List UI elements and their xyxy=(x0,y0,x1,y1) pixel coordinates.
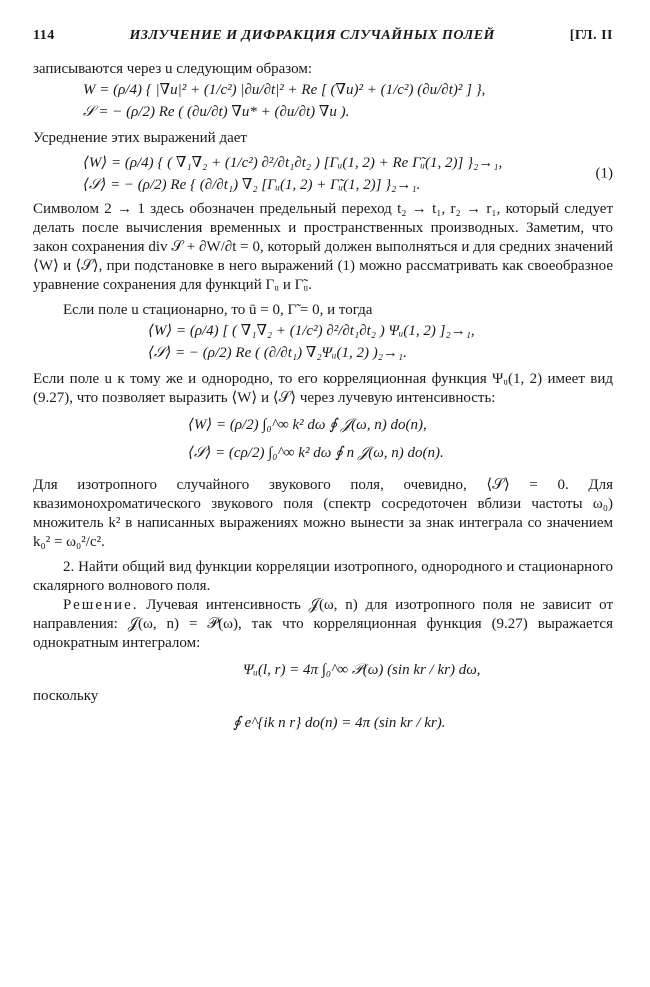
equation-stat-s: ⟨𝒮⟩ = − (ρ/2) Re ( (∂/∂t₁) ∇₂Ψᵤ(1, 2) )₂→₁. xyxy=(148,345,407,361)
equation-final: ∮ e^{ik n r} do(n) = 4π (sin kr / kr). xyxy=(233,715,446,731)
since-word: поскольку xyxy=(33,688,99,704)
paragraph-stationary: Если поле u стационарно, то ū = 0, Γ̃ = 0, и тогда xyxy=(63,302,373,318)
solution-label: Решение. xyxy=(63,597,139,613)
paragraph-homogeneous: Если поле u к тому же и однородно, то его корреляционная функция Ψᵤ(1, 2) имеет вид (9.27), что позволяет выразить ⟨W⟩ и ⟨𝒮⟩ через лучевую интенсивность: xyxy=(33,371,613,406)
intro-line: записываются через u следующим образом: xyxy=(33,61,313,77)
equation-hom-w: ⟨W⟩ = (ρ/2) ∫₀^∞ k² dω ∮ 𝒥(ω, n) do(n), xyxy=(188,417,427,433)
equation-s: 𝒮 = − (ρ/2) Re ( (∂u/∂t) ∇u* + (∂u/∂t) ∇u ). xyxy=(83,104,350,120)
solution-paragraph xyxy=(33,596,613,653)
problem-2: 2. Найти общий вид функции корреляции изотропного, однородного и стационарного скалярного волнового поля. xyxy=(33,559,613,594)
equation-hom-s: ⟨𝒮⟩ = (cρ/2) ∫₀^∞ k² dω ∮ n 𝒥(ω, n) do(n). xyxy=(188,445,444,461)
page-number: 114 xyxy=(33,28,55,43)
paragraph-isotropic: Для изотропного случайного звукового поля, очевидно, ⟨𝒮⟩ = 0. Для квазимонохроматического звукового поля (спектр сосредоточен вблизи частоты ω₀) множитель k² в написанных выражениях можно вынести за знак интеграла со значением k₀² = ω₀²/c². xyxy=(33,477,613,550)
paragraph-limit: Символом 2 → 1 здесь обозначен предельный переход t₂ → t₁, r₂ → r₁, который следует делать после вычисления временных и пространственных производных. Заметим, что закон сохранения div 𝒮 + ∂W/∂t = 0, который должен выполняться и для средних значений ⟨W⟩ и ⟨𝒮⟩, при подстановке в него выражений (1) можно рассматривать как своеобразное уравнение сохранения для функций Γᵤ и Γ̃ᵤ. xyxy=(33,201,613,293)
equation-avg-s: ⟨𝒮⟩ = − (ρ/2) Re { (∂/∂t₁) ∇₂ [Γᵤ(1, 2) + Γ̃ᵤ(1, 2)] }₂→₁. xyxy=(83,177,421,193)
chapter-label: [ГЛ. II xyxy=(569,28,613,43)
equation-number: (1) xyxy=(595,165,613,182)
book-page xyxy=(33,28,613,734)
equation-psi: Ψᵤ(l, r) = 4π ∫₀^∞ 𝒫(ω) (sin kr / kr) dω, xyxy=(243,662,481,678)
equation-w: W = (ρ/4) { |∇u|² + (1/c²) |∂u/∂t|² + Re [ (∇u)² + (1/c²) (∂u/∂t)² ] }, xyxy=(83,82,486,98)
running-title: ИЗЛУЧЕНИЕ И ДИФРАКЦИЯ СЛУЧАЙНЫХ ПОЛЕЙ xyxy=(129,28,495,43)
averaging-intro: Усреднение этих выражений дает xyxy=(33,130,247,146)
solution-text: Лучевая интенсивность 𝒥(ω, n) для изотропного поля не зависит от направления: 𝒥(ω, n) = 𝒫(ω), так что корреляционная функция (9.27) выражается однократным интегралом: xyxy=(33,597,613,651)
equation-avg-w: ⟨W⟩ = (ρ/4) { ( ∇₁∇₂ + (1/c²) ∂²/∂t₁∂t₂ ) [Γᵤ(1, 2) + Re Γ̃ᵤ(1, 2)] }₂→₁, xyxy=(83,155,503,171)
equation-block-1 xyxy=(33,152,613,196)
equation-stat-w: ⟨W⟩ = (ρ/4) [ ( ∇₁∇₂ + (1/c²) ∂²/∂t₁∂t₂ ) Ψᵤ(1, 2) ]₂→₁, xyxy=(148,323,475,339)
running-header xyxy=(33,28,613,44)
